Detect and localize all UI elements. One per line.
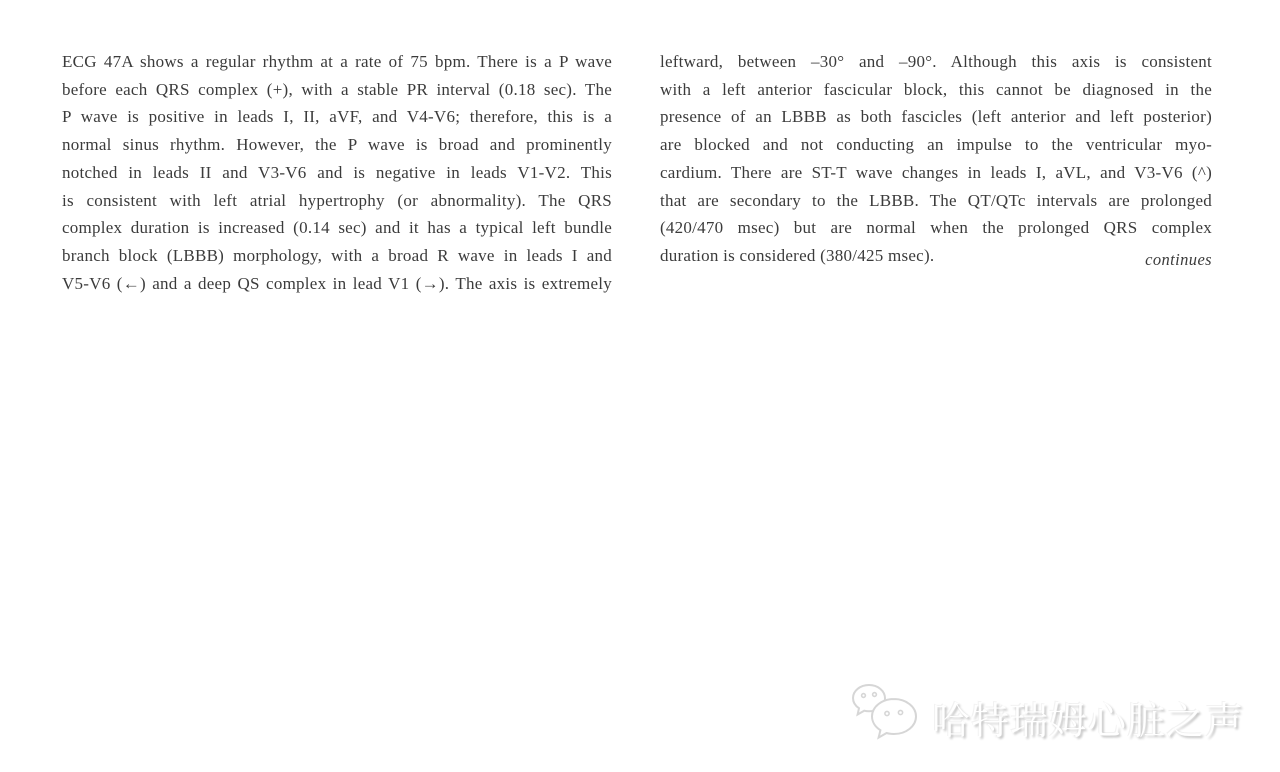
text-line: complex duration is increased (0.14 sec) and it has a typical left bundle xyxy=(62,218,612,238)
watermark xyxy=(848,681,1244,754)
text-line: branch block (LBBB) morphology, with a broad R wave in leads I and xyxy=(62,245,612,265)
text-line: cardium. There are ST-T wave changes in leads I, aVL, and V3-V6 (^) xyxy=(660,162,1212,182)
text-line: that are secondary to the LBBB. The QT/QTc intervals are prolonged xyxy=(660,190,1212,210)
watermark-text: 哈特瑞姆心脏之声 xyxy=(931,699,1244,743)
text-line: presence of an LBBB as both fascicles (left anterior and left posterior) xyxy=(660,107,1212,127)
text-line: leftward, between –30° and –90°. Although this axis is consistent xyxy=(660,52,1212,71)
left-column-lines xyxy=(62,48,612,297)
text-line: (420/470 msec) but are normal when the prolonged QRS complex xyxy=(660,218,1212,238)
text-line: P wave is positive in leads I, II, aVF, and V4-V6; therefore, this is a xyxy=(62,107,612,127)
text-line: before each QRS complex (+), with a stable PR interval (0.18 sec). The xyxy=(62,79,612,99)
continues-label: continues xyxy=(1145,249,1212,269)
text-line: V5-V6 (←) and a deep QS complex in lead V1 (→). The axis is extremely xyxy=(62,273,612,293)
right-column xyxy=(660,48,1212,273)
text-line: are blocked and not conducting an impulse to the ventricular myo- xyxy=(660,135,1212,155)
right-column-lines xyxy=(660,48,1212,270)
text-line: notched in leads II and V3-V6 and is negative in leads V1-V2. This xyxy=(62,162,612,182)
text-line: with a left anterior fascicular block, this cannot be diagnosed in the xyxy=(660,79,1212,99)
wechat-icon xyxy=(848,681,926,754)
text-line: is consistent with left atrial hypertrophy (or abnormality). The QRS xyxy=(62,190,612,210)
text-line: duration is considered (380/425 msec). xyxy=(660,245,935,265)
text-line: ECG 47A shows a regular rhythm at a rate of 75 bpm. There is a P wave xyxy=(62,52,612,71)
text-line: normal sinus rhythm. However, the P wave is broad and prominently xyxy=(62,135,612,155)
left-column xyxy=(62,48,612,297)
